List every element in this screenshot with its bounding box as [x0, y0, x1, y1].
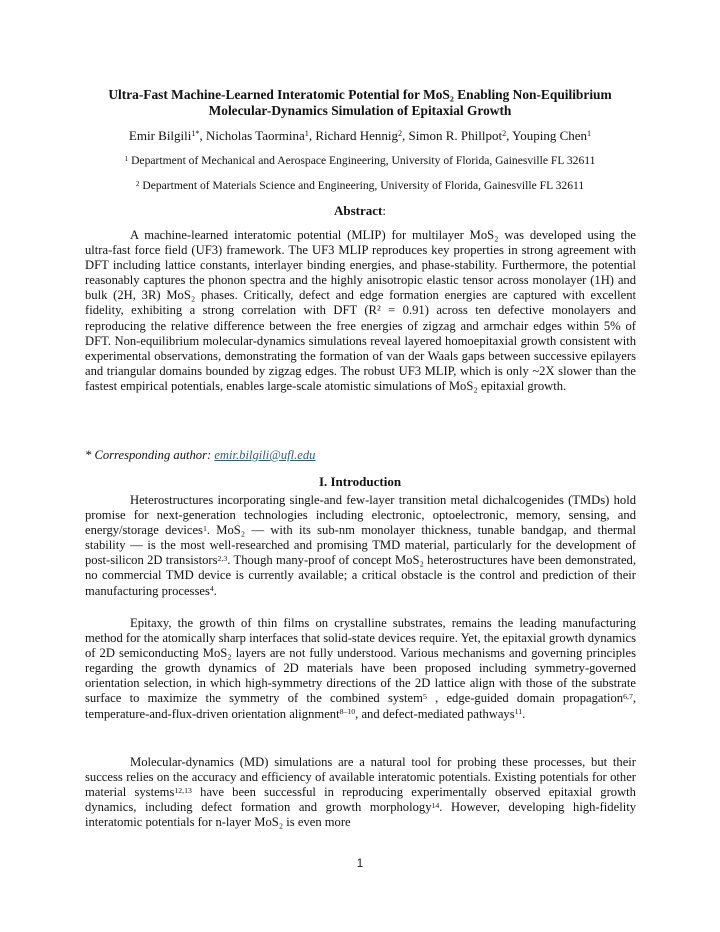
- abstract-heading: [60, 203, 660, 219]
- intro-paragraph-2: [85, 616, 636, 722]
- affiliation-text: Department of Materials Science and Engineering, University of Florida, Gainesville FL 32611: [142, 179, 585, 192]
- paragraph-text: have been successful in reproducing experimentally observed epitaxial growth dynamics, including defect formation and growth morphology: [85, 785, 636, 815]
- affiliation-text: Department of Mechanical and Aerospace Engineering, University of Florida, Gainesville FL 32611: [131, 154, 596, 167]
- page-number: 1: [356, 858, 364, 870]
- citation-ref: 8–10: [339, 707, 356, 717]
- paragraph-text: Molecular-dynamics (MD) simulations are a natural tool for probing these processes, but their success relies on the accuracy and efficiency of available interatomic potentials. Existing potentials for other material systems: [85, 755, 636, 800]
- title-line-1: Ultra-Fast Machine-Learned Interatomic Potential for MoS₂ Enabling Non-Equilibrium: [108, 87, 612, 102]
- affiliation-number: 2: [135, 179, 140, 188]
- author-name: Emir Bilgili: [128, 128, 192, 143]
- author-name: Youping Chen: [512, 128, 588, 143]
- author-name: Simon R. Phillpot: [408, 128, 503, 143]
- paragraph-text: , edge-guided domain propagation: [426, 691, 624, 706]
- paper-title: [80, 87, 640, 119]
- paragraph-text: .: [522, 706, 526, 721]
- paragraph-text: , and defect-mediated pathways: [355, 706, 515, 721]
- intro-paragraph-3: [85, 755, 636, 830]
- paragraph-text: .: [213, 583, 217, 598]
- title-line-2: Molecular-Dynamics Simulation of Epitaxial Growth: [208, 103, 512, 118]
- citation-ref: 5: [422, 691, 427, 701]
- corresponding-author-email-link[interactable]: emir.bilgili@ufl.edu: [214, 448, 316, 462]
- corresponding-author-label: * Corresponding author:: [85, 448, 212, 462]
- citation-ref: 1: [202, 523, 207, 533]
- affiliation-number: 1: [124, 154, 129, 163]
- section-heading-introduction: I. Introduction: [318, 474, 402, 489]
- author-list: Emir Bilgili$^{1*}$, Nicholas Taormina$^1$, Richard Hennig$^2$, Simon R. Phillpot$^2$, Youping Chen$^1$: [128, 128, 592, 143]
- citation-ref: 6,7: [623, 691, 633, 701]
- citation-ref: 12,13: [174, 785, 192, 795]
- citation-ref: 14: [431, 800, 440, 810]
- paragraph-text: Epitaxy, the growth of thin films on crystalline substrates, remains the leading manufacturing method for the atomically sharp interfaces that solid-state devices require. Yet, the epitaxial growth dynamics of 2D semiconducting MoS₂ layers are not fully understood. Various mechanisms and governing principles regarding the growth dynamics of 2D materials have been proposed including symmetry-governed orientation selection, in which high-symmetry directions of the 2D lattice align with those of the substrate surface to maximize the symmetry of the combined system: [85, 616, 636, 706]
- author-affiliation-mark: 2: [502, 129, 507, 139]
- citation-ref: 4: [209, 584, 214, 594]
- corresponding-author: [85, 448, 636, 463]
- paragraph-text: . MoS₂ — with its sub-nm monolayer thickness, tunable bandgap, and thermal stability — is the most well-researched and promising TMD material, particularly for the development of post-silicon 2D transistors: [85, 523, 636, 568]
- citation-ref: 2,3: [217, 553, 228, 563]
- intro-paragraph-1: [85, 493, 636, 599]
- affiliation-2: [60, 179, 660, 193]
- author-affiliation-mark: 1: [587, 129, 592, 139]
- author-name: Richard Hennig: [315, 128, 398, 143]
- paragraph-text: . Though many-proof of concept MoS₂ heterostructures have been demonstrated, no commercial TMD device is currently available; a critical obstacle is the control and prediction of their manufacturing processes: [85, 553, 637, 598]
- author-affiliation-mark: 2: [398, 129, 403, 139]
- author-affiliation-mark: 1: [304, 129, 309, 139]
- paragraph-text: , temperature-and-flux-driven orientation alignment: [85, 691, 636, 721]
- paragraph-text: . However, developing high-fidelity interatomic potentials for n-layer MoS₂ is even more: [85, 800, 636, 830]
- author-affiliation-mark: 1*: [191, 129, 200, 139]
- citation-ref: 11: [514, 707, 523, 717]
- abstract-heading-text: Abstract: [333, 203, 383, 218]
- author-name: Nicholas Taormina: [205, 128, 305, 143]
- abstract-heading-colon: :: [382, 203, 386, 218]
- paragraph-text: Heterostructures incorporating single-and few-layer transition metal dichalcogenides (TMDs) hold promise for next-generation technologies including electronic, optoelectronic, memory, sensing, and energy/storage devices: [85, 493, 636, 538]
- affiliation-1: [60, 154, 660, 168]
- abstract-body: A machine-learned interatomic potential (MLIP) for multilayer MoS₂ was developed using the ultra-fast force field (UF3) framework. The UF3 MLIP reproduces key properties in strong agreement with DFT including lattice constants, interlayer binding energies, and phase-stability. Furthermore, the potential reasonably captures the phonon spectra and the highly anisotropic elastic tensor across monolayer (1H) and bulk (2H, 3R) MoS₂ phases. Critically, defect and edge formation energies are captured with excellent fidelity, exhibiting a strong correlation with DFT (R² = 0.91) across ten defective monolayers and reproducing the relative difference between the free energies of zigzag and armchair edges within 5% of DFT. Non-equilibrium molecular-dynamics simulations reveal layered homoepitaxial growth consistent with experimental observations, demonstrating the formation of van der Waals gaps between successive epilayers and triangular domains bounded by zigzag edges. The robust UF3 MLIP, which is only ~2X slower than the fastest empirical potentials, enables large-scale atomistic simulations of MoS₂ epitaxial growth.: [85, 228, 636, 393]
